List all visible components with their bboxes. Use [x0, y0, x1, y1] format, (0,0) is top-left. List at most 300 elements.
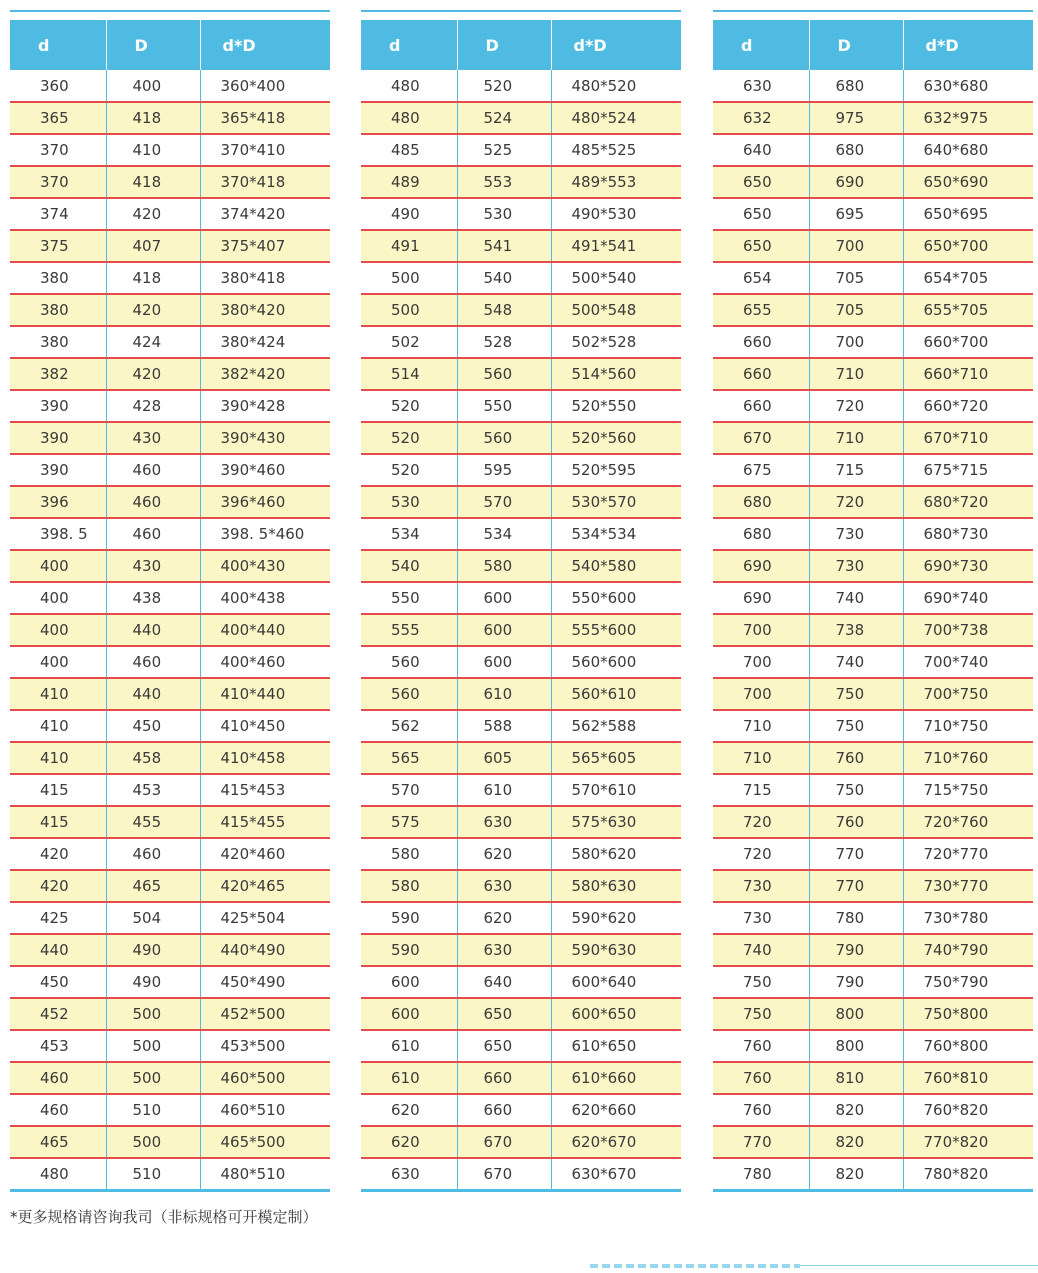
cell-d: 375 [10, 230, 106, 262]
table-row [713, 294, 1033, 326]
header-D: D [809, 20, 903, 70]
cell-d: 600 [361, 998, 457, 1030]
cell-D: 428 [106, 390, 200, 422]
cell-D: 541 [457, 230, 551, 262]
cell-d: 680 [713, 486, 809, 518]
header-D: D [106, 20, 200, 70]
header-row [10, 20, 330, 70]
cell-d: 660 [713, 358, 809, 390]
cell-dxD: 382*420 [200, 358, 330, 390]
cell-d: 562 [361, 710, 457, 742]
table-row [361, 614, 681, 646]
table-row [361, 422, 681, 454]
cell-D: 750 [809, 710, 903, 742]
cell-d: 565 [361, 742, 457, 774]
table-row [713, 1158, 1033, 1190]
cell-d: 550 [361, 582, 457, 614]
cell-d: 650 [713, 198, 809, 230]
cell-D: 760 [809, 806, 903, 838]
cell-dxD: 710*760 [903, 742, 1033, 774]
cell-D: 700 [809, 230, 903, 262]
cell-dxD: 780*820 [903, 1158, 1033, 1190]
table-row [361, 838, 681, 870]
cell-dxD: 630*670 [551, 1158, 681, 1190]
cell-d: 650 [713, 230, 809, 262]
cell-d: 700 [713, 678, 809, 710]
cell-dxD: 370*410 [200, 134, 330, 166]
table-row [10, 134, 330, 166]
cell-dxD: 390*428 [200, 390, 330, 422]
table-top-rule [713, 10, 1033, 12]
cell-D: 418 [106, 262, 200, 294]
cell-d: 590 [361, 934, 457, 966]
cell-D: 600 [457, 646, 551, 678]
cell-dxD: 750*800 [903, 998, 1033, 1030]
header-row [361, 20, 681, 70]
table-row [10, 390, 330, 422]
header-dxD: d*D [903, 20, 1033, 70]
table-row [713, 166, 1033, 198]
cell-d: 560 [361, 678, 457, 710]
table-row [713, 134, 1033, 166]
cell-d: 660 [713, 326, 809, 358]
cell-d: 425 [10, 902, 106, 934]
table-row [361, 582, 681, 614]
cell-dxD: 534*534 [551, 518, 681, 550]
table-row [10, 486, 330, 518]
cell-D: 640 [457, 966, 551, 998]
table-row [361, 902, 681, 934]
table-row [361, 1094, 681, 1126]
cell-d: 690 [713, 582, 809, 614]
table-row [361, 198, 681, 230]
cell-dxD: 453*500 [200, 1030, 330, 1062]
cell-dxD: 415*453 [200, 774, 330, 806]
cell-d: 420 [10, 870, 106, 902]
cell-D: 680 [809, 70, 903, 102]
cell-dxD: 390*430 [200, 422, 330, 454]
table-row [10, 1030, 330, 1062]
table-row [361, 1158, 681, 1190]
cell-D: 455 [106, 806, 200, 838]
cell-dxD: 410*458 [200, 742, 330, 774]
table-row [713, 646, 1033, 678]
cell-dxD: 620*670 [551, 1126, 681, 1158]
cell-d: 570 [361, 774, 457, 806]
cell-D: 504 [106, 902, 200, 934]
cell-D: 630 [457, 934, 551, 966]
table-row [10, 1062, 330, 1094]
cell-d: 400 [10, 582, 106, 614]
cell-D: 460 [106, 486, 200, 518]
cell-d: 480 [361, 70, 457, 102]
cell-dxD: 485*525 [551, 134, 681, 166]
cell-d: 575 [361, 806, 457, 838]
cell-dxD: 502*528 [551, 326, 681, 358]
cell-D: 660 [457, 1094, 551, 1126]
cell-d: 690 [713, 550, 809, 582]
cell-d: 580 [361, 870, 457, 902]
table-row [361, 454, 681, 486]
cell-D: 738 [809, 614, 903, 646]
table-row [713, 934, 1033, 966]
cell-D: 580 [457, 550, 551, 582]
table-row [361, 998, 681, 1030]
cell-dxD: 375*407 [200, 230, 330, 262]
cell-d: 520 [361, 454, 457, 486]
cell-D: 750 [809, 678, 903, 710]
table-row [10, 358, 330, 390]
cell-dxD: 580*620 [551, 838, 681, 870]
size-table [10, 20, 330, 1192]
cell-dxD: 700*738 [903, 614, 1033, 646]
cell-D: 740 [809, 582, 903, 614]
spec-table-3 [713, 10, 1033, 1192]
cell-D: 420 [106, 198, 200, 230]
cell-d: 655 [713, 294, 809, 326]
table-row [10, 102, 330, 134]
cell-d: 630 [361, 1158, 457, 1190]
cell-dxD: 650*695 [903, 198, 1033, 230]
cell-d: 420 [10, 838, 106, 870]
cell-dxD: 690*740 [903, 582, 1033, 614]
cell-d: 590 [361, 902, 457, 934]
cell-dxD: 400*460 [200, 646, 330, 678]
table-row [10, 262, 330, 294]
cell-D: 800 [809, 1030, 903, 1062]
cell-dxD: 370*418 [200, 166, 330, 198]
cell-dxD: 770*820 [903, 1126, 1033, 1158]
table-row [361, 870, 681, 902]
table-row [10, 870, 330, 902]
table-row [10, 230, 330, 262]
table-row [713, 1030, 1033, 1062]
cell-d: 382 [10, 358, 106, 390]
cell-D: 400 [106, 70, 200, 102]
cell-dxD: 415*455 [200, 806, 330, 838]
cell-D: 650 [457, 1030, 551, 1062]
cell-dxD: 520*595 [551, 454, 681, 486]
decorative-line [800, 1265, 1038, 1266]
cell-d: 460 [10, 1094, 106, 1126]
table-row [10, 198, 330, 230]
table-row [10, 966, 330, 998]
table-row [361, 166, 681, 198]
table-row [361, 102, 681, 134]
cell-dxD: 700*740 [903, 646, 1033, 678]
cell-D: 715 [809, 454, 903, 486]
cell-d: 580 [361, 838, 457, 870]
cell-D: 420 [106, 358, 200, 390]
table-row [713, 70, 1033, 102]
cell-D: 600 [457, 582, 551, 614]
cell-d: 400 [10, 614, 106, 646]
cell-dxD: 720*760 [903, 806, 1033, 838]
cell-d: 530 [361, 486, 457, 518]
cell-d: 500 [361, 262, 457, 294]
cell-D: 800 [809, 998, 903, 1030]
cell-d: 520 [361, 390, 457, 422]
cell-d: 415 [10, 806, 106, 838]
cell-d: 750 [713, 966, 809, 998]
cell-dxD: 660*720 [903, 390, 1033, 422]
cell-D: 720 [809, 486, 903, 518]
cell-dxD: 489*553 [551, 166, 681, 198]
cell-D: 490 [106, 966, 200, 998]
cell-dxD: 420*465 [200, 870, 330, 902]
cell-d: 502 [361, 326, 457, 358]
table-row [713, 1126, 1033, 1158]
cell-d: 555 [361, 614, 457, 646]
cell-D: 438 [106, 582, 200, 614]
cell-D: 530 [457, 198, 551, 230]
size-table [361, 20, 681, 1192]
cell-d: 620 [361, 1094, 457, 1126]
table-row [713, 1094, 1033, 1126]
cell-D: 440 [106, 614, 200, 646]
cell-D: 770 [809, 838, 903, 870]
table-row [713, 390, 1033, 422]
table-row [10, 582, 330, 614]
cell-D: 410 [106, 134, 200, 166]
cell-D: 440 [106, 678, 200, 710]
cell-d: 390 [10, 422, 106, 454]
cell-D: 534 [457, 518, 551, 550]
table-row [361, 70, 681, 102]
table-row [713, 742, 1033, 774]
table-row [10, 614, 330, 646]
cell-d: 491 [361, 230, 457, 262]
cell-dxD: 380*420 [200, 294, 330, 326]
cell-dxD: 514*560 [551, 358, 681, 390]
table-row [361, 1126, 681, 1158]
table-row [713, 198, 1033, 230]
cell-dxD: 380*418 [200, 262, 330, 294]
cell-d: 480 [361, 102, 457, 134]
cell-d: 610 [361, 1062, 457, 1094]
table-row [713, 678, 1033, 710]
table-row [361, 134, 681, 166]
cell-dxD: 660*700 [903, 326, 1033, 358]
cell-d: 700 [713, 646, 809, 678]
table-row [361, 326, 681, 358]
table-row [10, 326, 330, 358]
cell-dxD: 730*780 [903, 902, 1033, 934]
cell-D: 407 [106, 230, 200, 262]
cell-dxD: 400*440 [200, 614, 330, 646]
table-row [10, 838, 330, 870]
cell-dxD: 640*680 [903, 134, 1033, 166]
cell-dxD: 760*800 [903, 1030, 1033, 1062]
cell-D: 460 [106, 454, 200, 486]
table-row [10, 1126, 330, 1158]
cell-D: 424 [106, 326, 200, 358]
table-row [10, 678, 330, 710]
cell-D: 750 [809, 774, 903, 806]
table-row [361, 710, 681, 742]
cell-D: 700 [809, 326, 903, 358]
table-row [713, 838, 1033, 870]
cell-D: 453 [106, 774, 200, 806]
cell-dxD: 530*570 [551, 486, 681, 518]
cell-D: 510 [106, 1158, 200, 1190]
cell-d: 410 [10, 678, 106, 710]
cell-D: 490 [106, 934, 200, 966]
cell-dxD: 410*440 [200, 678, 330, 710]
cell-D: 730 [809, 550, 903, 582]
cell-dxD: 460*510 [200, 1094, 330, 1126]
cell-d: 710 [713, 710, 809, 742]
table-top-rule [361, 10, 681, 12]
cell-d: 465 [10, 1126, 106, 1158]
cell-D: 630 [457, 806, 551, 838]
cell-d: 710 [713, 742, 809, 774]
cell-dxD: 565*605 [551, 742, 681, 774]
cell-D: 705 [809, 294, 903, 326]
table-row [10, 774, 330, 806]
cell-dxD: 630*680 [903, 70, 1033, 102]
table-row [361, 1062, 681, 1094]
table-row [713, 998, 1033, 1030]
cell-dxD: 480*524 [551, 102, 681, 134]
table-row [713, 806, 1033, 838]
cell-dxD: 654*705 [903, 262, 1033, 294]
table-row [10, 710, 330, 742]
cell-D: 460 [106, 518, 200, 550]
cell-D: 620 [457, 838, 551, 870]
cell-d: 632 [713, 102, 809, 134]
table-top-rule [10, 10, 330, 12]
cell-D: 500 [106, 998, 200, 1030]
cell-dxD: 600*650 [551, 998, 681, 1030]
table-row [713, 1062, 1033, 1094]
cell-D: 820 [809, 1126, 903, 1158]
cell-d: 410 [10, 710, 106, 742]
table-row [361, 966, 681, 998]
cell-dxD: 460*500 [200, 1062, 330, 1094]
cell-D: 458 [106, 742, 200, 774]
table-row [713, 550, 1033, 582]
cell-D: 430 [106, 422, 200, 454]
cell-dxD: 490*530 [551, 198, 681, 230]
table-row [361, 518, 681, 550]
cell-dxD: 550*600 [551, 582, 681, 614]
cell-D: 460 [106, 838, 200, 870]
cell-d: 380 [10, 262, 106, 294]
cell-d: 450 [10, 966, 106, 998]
table-row [361, 934, 681, 966]
cell-dxD: 740*790 [903, 934, 1033, 966]
cell-D: 680 [809, 134, 903, 166]
cell-dxD: 555*600 [551, 614, 681, 646]
cell-d: 398. 5 [10, 518, 106, 550]
cell-dxD: 670*710 [903, 422, 1033, 454]
size-table [713, 20, 1033, 1192]
cell-d: 640 [713, 134, 809, 166]
cell-d: 610 [361, 1030, 457, 1062]
cell-D: 670 [457, 1126, 551, 1158]
cell-D: 420 [106, 294, 200, 326]
header-d: d [10, 20, 106, 70]
cell-dxD: 400*430 [200, 550, 330, 582]
cell-d: 490 [361, 198, 457, 230]
cell-dxD: 520*560 [551, 422, 681, 454]
cell-D: 418 [106, 102, 200, 134]
table-row [10, 998, 330, 1030]
cell-d: 410 [10, 742, 106, 774]
cell-d: 650 [713, 166, 809, 198]
cell-d: 400 [10, 646, 106, 678]
table-row [10, 806, 330, 838]
table-row [713, 326, 1033, 358]
table-row [361, 742, 681, 774]
cell-D: 524 [457, 102, 551, 134]
cell-D: 660 [457, 1062, 551, 1094]
cell-dxD: 660*710 [903, 358, 1033, 390]
header-dxD: d*D [200, 20, 330, 70]
cell-dxD: 750*790 [903, 966, 1033, 998]
table-row [713, 486, 1033, 518]
table-row [361, 230, 681, 262]
cell-D: 460 [106, 646, 200, 678]
cell-d: 720 [713, 838, 809, 870]
cell-d: 760 [713, 1094, 809, 1126]
cell-D: 500 [106, 1030, 200, 1062]
table-row [361, 806, 681, 838]
cell-dxD: 465*500 [200, 1126, 330, 1158]
header-row [713, 20, 1033, 70]
cell-dxD: 650*700 [903, 230, 1033, 262]
cell-d: 680 [713, 518, 809, 550]
cell-d: 370 [10, 134, 106, 166]
cell-D: 528 [457, 326, 551, 358]
cell-d: 560 [361, 646, 457, 678]
cell-D: 620 [457, 902, 551, 934]
cell-D: 500 [106, 1062, 200, 1094]
cell-D: 418 [106, 166, 200, 198]
cell-d: 540 [361, 550, 457, 582]
cell-dxD: 655*705 [903, 294, 1033, 326]
table-row [361, 1030, 681, 1062]
table-row [713, 870, 1033, 902]
cell-D: 560 [457, 358, 551, 390]
footnote: *更多规格请咨询我司（非标规格可开模定制） [10, 1208, 318, 1226]
cell-d: 370 [10, 166, 106, 198]
cell-d: 750 [713, 998, 809, 1030]
cell-D: 610 [457, 774, 551, 806]
cell-d: 720 [713, 806, 809, 838]
cell-d: 740 [713, 934, 809, 966]
table-row [10, 518, 330, 550]
cell-D: 600 [457, 614, 551, 646]
cell-D: 695 [809, 198, 903, 230]
cell-D: 510 [106, 1094, 200, 1126]
cell-dxD: 452*500 [200, 998, 330, 1030]
cell-D: 570 [457, 486, 551, 518]
table-row [713, 902, 1033, 934]
cell-d: 480 [10, 1158, 106, 1190]
cell-dxD: 398. 5*460 [200, 518, 330, 550]
cell-dxD: 715*750 [903, 774, 1033, 806]
table-row [10, 294, 330, 326]
cell-d: 500 [361, 294, 457, 326]
cell-d: 715 [713, 774, 809, 806]
cell-dxD: 562*588 [551, 710, 681, 742]
cell-dxD: 570*610 [551, 774, 681, 806]
cell-dxD: 560*600 [551, 646, 681, 678]
cell-dxD: 610*660 [551, 1062, 681, 1094]
cell-dxD: 365*418 [200, 102, 330, 134]
